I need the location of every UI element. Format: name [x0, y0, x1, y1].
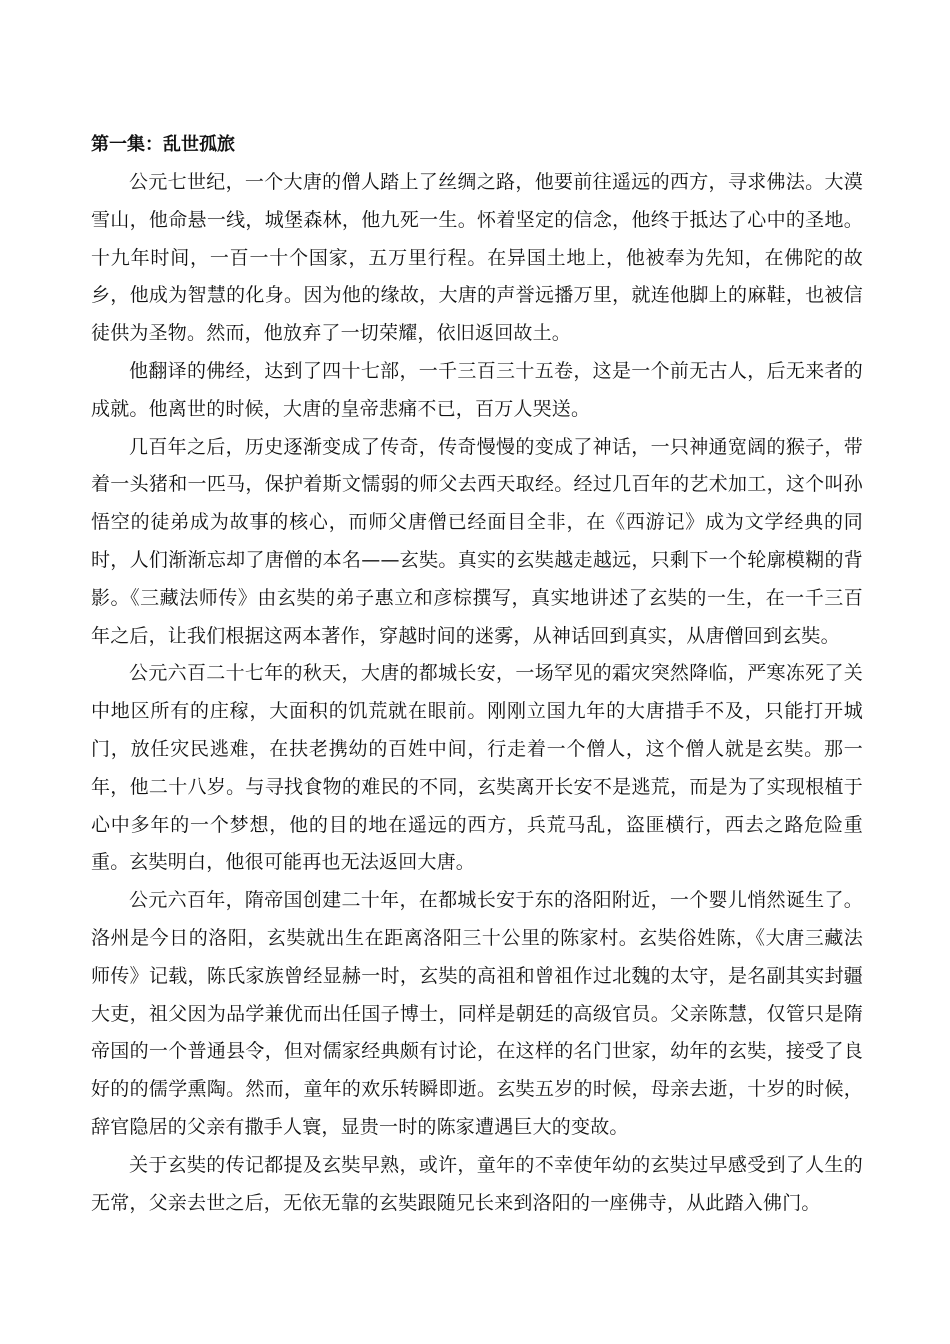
paragraph: 关于玄奘的传记都提及玄奘早熟，或许，童年的不幸使年幼的玄奘过早感受到了人生的无常，父亲去世之后，无依无靠的玄奘跟随兄长来到洛阳的一座佛寺，从此踏入佛门。: [91, 1153, 863, 1214]
chapter-title: 第一集：乱世孤旅: [91, 134, 235, 155]
paragraph: 公元六百年，隋帝国创建二十年，在都城长安于东的洛阳附近，一个婴儿悄然诞生了。洛州是今日的洛阳，玄奘就出生在距离洛阳三十公里的陈家村。玄奘俗姓陈，《大唐三藏法师传》记载，陈氏家族曾经显赫一时，玄奘的高祖和曾祖作过北魏的太守，是名副其实封疆大吏，祖父因为品学兼优而出任国子博士，同样是朝廷的高级官员。父亲陈慧，仅管只是隋帝国的一个普通县令，但对儒家经典颇有讨论，在这样的名门世家，幼年的玄奘，接受了良好的的儒学熏陶。然而，童年的欢乐转瞬即逝。玄奘五岁的时候，母亲去逝，十岁的时候，辞官隐居的父亲有撒手人寰，显贵一时的陈家遭遇巨大的变故。: [91, 889, 863, 1138]
document-body: [91, 126, 863, 1222]
paragraph: 他翻译的佛经，达到了四十七部，一千三百三十五卷，这是一个前无古人，后无来者的成就。他离世的时候，大唐的皇帝悲痛不已，百万人哭送。: [91, 359, 863, 420]
paragraph: 公元七世纪，一个大唐的僧人踏上了丝绸之路，他要前往遥远的西方，寻求佛法。大漠雪山，他命悬一线，城堡森林，他九死一生。怀着坚定的信念，他终于抵达了心中的圣地。十九年时间，一百一十个国家，五万里行程。在异国土地上，他被奉为先知，在佛陀的故乡，他成为智慧的化身。因为他的缘故，大唐的声誉远播万里，就连他脚上的麻鞋，也被信徒供为圣物。然而，他放弃了一切荣耀，依旧返回故土。: [91, 171, 863, 345]
paragraph: 几百年之后，历史逐渐变成了传奇，传奇慢慢的变成了神话，一只神通宽阔的猴子，带着一头猪和一匹马，保护着斯文懦弱的师父去西天取经。经过几百年的艺术加工，这个叫孙悟空的徒弟成为故事的核心，而师父唐僧已经面目全非，在《西游记》成为文学经典的同时，人们渐渐忘却了唐僧的本名——玄奘。真实的玄奘越走越远，只剩下一个轮廓模糊的背影。《三藏法师传》由玄奘的弟子惠立和彦棕撰写，真实地讲述了玄奘的一生，在一千三百年之后，让我们根据这两本著作，穿越时间的迷雾，从神话回到真实，从唐僧回到玄奘。: [91, 435, 863, 647]
paragraph: 公元六百二十七年的秋天，大唐的都城长安，一场罕见的霜灾突然降临，严寒冻死了关中地区所有的庄稼，大面积的饥荒就在眼前。刚刚立国九年的大唐措手不及，只能打开城门，放任灾民逃难，在扶老携幼的百姓中间，行走着一个僧人，这个僧人就是玄奘。那一年，他二十八岁。与寻找食物的难民的不同，玄奘离开长安不是逃荒，而是为了实现根植于心中多年的一个梦想，他的目的地在遥远的西方，兵荒马乱，盗匪横行，西去之路危险重重。玄奘明白，他很可能再也无法返回大唐。: [91, 662, 863, 874]
